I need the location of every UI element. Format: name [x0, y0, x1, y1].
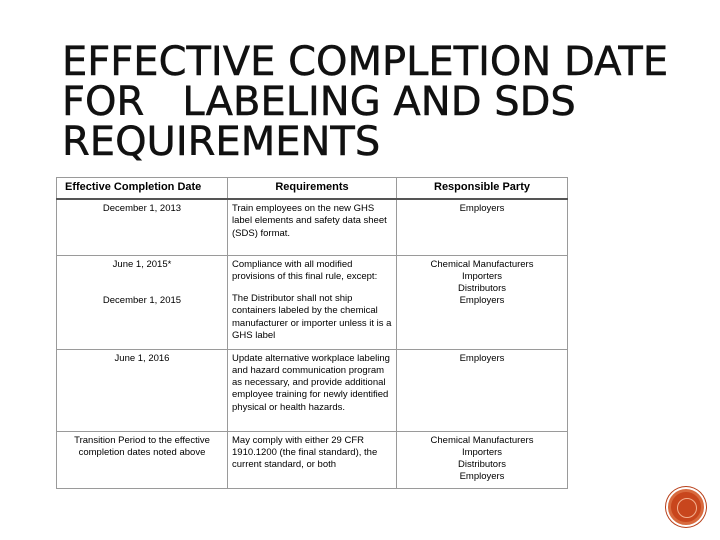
- header-effective-date: Effective Completion Date: [57, 178, 228, 200]
- row-date: Transition Period to the effective completion dates noted above: [57, 431, 228, 489]
- row-requirement: Train employees on the new GHS label elements and safety data sheet (SDS) format.: [228, 199, 397, 255]
- row-party: [397, 255, 568, 349]
- requirements-table: [56, 177, 568, 489]
- row-requirement: Update alternative workplace labeling and hazard communication program as necessary, and provide additional employee training for newly identified physical or health hazards.: [228, 349, 397, 431]
- title-line-1: EFFECTIVE COMPLETION DATE: [62, 39, 669, 85]
- row-date: December 1, 2013: [57, 199, 228, 255]
- row-party: [397, 431, 568, 489]
- circle-nav-icon[interactable]: [668, 489, 704, 525]
- row-party: [397, 349, 568, 431]
- party-item: Employers: [459, 203, 505, 214]
- party-item: Chemical Manufacturers: [430, 258, 534, 270]
- table-row: [57, 431, 568, 489]
- party-item: Importers: [461, 270, 503, 282]
- party-item: Distributors: [457, 459, 507, 471]
- party-item: Importers: [461, 446, 503, 458]
- date-primary: June 1, 2015*: [112, 258, 172, 270]
- header-responsible-party: Responsible Party: [397, 178, 568, 200]
- row-date: [57, 255, 228, 349]
- party-item: Distributors: [457, 283, 507, 295]
- row-requirement: [228, 255, 397, 349]
- title-line-3: REQUIREMENTS: [62, 119, 381, 165]
- party-item: Employers: [459, 352, 505, 364]
- row-requirement: May comply with either 29 CFR 1910.1200 (the final standard), the current standard, or both: [228, 431, 397, 489]
- circle-nav-inner: [677, 498, 697, 518]
- table-row: [57, 255, 568, 349]
- date-secondary: December 1, 2015: [102, 294, 182, 306]
- party-item: Employers: [459, 295, 505, 307]
- header-requirements: Requirements: [228, 178, 397, 200]
- party-item: Chemical Manufacturers: [430, 434, 534, 446]
- table-header-row: [57, 178, 568, 200]
- table-row: [57, 349, 568, 431]
- title-line-2: FOR LABELING AND SDS: [62, 79, 576, 125]
- slide-title: [62, 39, 702, 165]
- requirement-exception: The Distributor shall not ship containers labeled by the chemical manufacturer or importer unless it is a GHS label: [232, 293, 392, 341]
- requirement-primary: Compliance with all modified provisions of this final rule, except:: [232, 258, 378, 282]
- party-item: Employers: [459, 471, 505, 483]
- row-date: June 1, 2016: [57, 349, 228, 431]
- row-party: [397, 199, 568, 255]
- table-row: [57, 199, 568, 255]
